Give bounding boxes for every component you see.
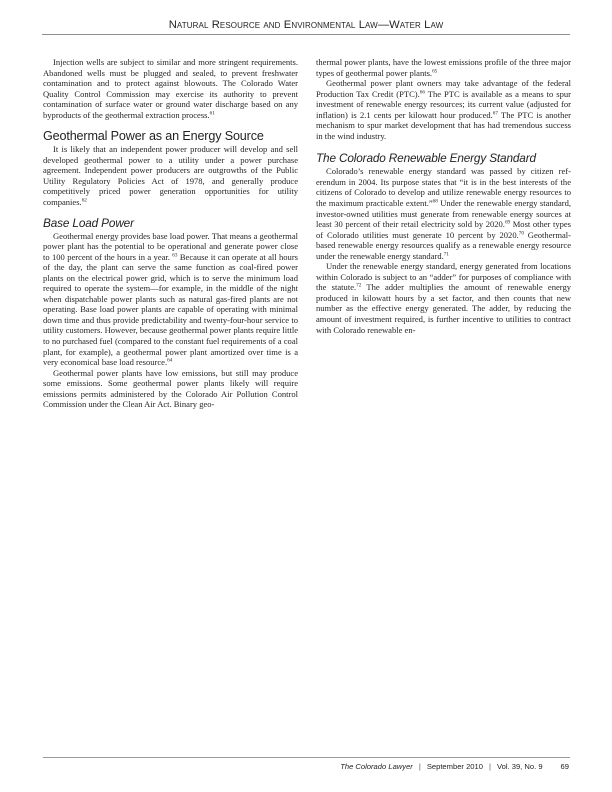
paragraph-text: Under the renewable energy standard, energy generated from locations within Colorado is subject to an “adder” for purposes of compliance with the statute. [316, 261, 571, 293]
paragraph-text: Geothermal power plant owners may take advantage of the federal Production Tax Credit (PTC). [316, 78, 571, 99]
running-head [42, 19, 570, 32]
paragraph-text: Geothermal-based renewable energy resources qualify as a renewable energy resource under the renewable energy standard. [316, 229, 572, 261]
section-heading-geothermal-power: Geothermal Power as an Energy Source [43, 129, 264, 144]
footnote-ref[interactable]: 64 [167, 357, 173, 364]
paragraph-emissions [43, 368, 298, 410]
running-head-dash: — [377, 19, 390, 31]
page-number: 69 [560, 762, 569, 771]
footnote-ref[interactable]: 68 [432, 198, 438, 205]
issue-date: September 2010 [426, 762, 483, 771]
paragraph-text: Under the renewable energy standard, investor-owned utilities must generate from renewable energy sources at least 30 percent of their retail electricity sold by 2020. [316, 198, 571, 230]
left-column [43, 57, 298, 410]
paragraph-binary-plants [316, 57, 571, 78]
footnote-ref[interactable]: 63 [172, 252, 178, 259]
paragraph-text: The PTC is available as a means to spur investment of renewable energy resources; its current value (adjusted for inflation) is 2.1 cents per kilowatt hour produced. [316, 88, 572, 120]
publication-name: The Colorado Lawyer [340, 762, 413, 771]
footnote-ref[interactable]: 67 [492, 110, 498, 117]
paragraph-text: Colorado’s renewable energy standard was passed by citizen referendum in 2004. Its purpose states that “it is in the best interests of the citizens of Colorado to develop and utilize renewable energy resources to the maximum practicable extent.” [316, 166, 571, 209]
subsection-heading-base-load: Base Load Power [43, 215, 134, 230]
footnote-ref[interactable]: 62 [81, 197, 87, 204]
header-rule [42, 34, 570, 35]
volume-number: Vol. 39, No. 9 [496, 762, 543, 771]
paragraph-text: Most other types of Colorado utilities must generate 10 percent by 2020. [316, 219, 572, 240]
footnote-ref[interactable]: 65 [432, 68, 438, 75]
footnote-ref[interactable]: 61 [209, 110, 215, 117]
footnote-ref[interactable]: 71 [443, 251, 449, 258]
subsection-heading-renewable-standard: The Colorado Renewable Energy Standard [316, 151, 536, 166]
paragraph-base-load [43, 231, 298, 368]
paragraph-text: Injection wells are subject to similar and more stringent requirements. Abandoned wells must be plugged and sealed, to prevent freshwater contamination and to protect against blowouts. The Colorado Water Quality Control Commission may exercise its authority to prevent contamination of surface water or ground water discharge based on any byproducts of the geothermal extraction process. [43, 57, 298, 120]
paragraph-text: The PTC is another mechanism to spur market development that has had tremendous success in the wind industry. [316, 109, 571, 141]
paragraph-text: The adder multiplies the amount of renewable energy produced in kilowatt hours by a set factor, and then counts that new number as the effective energy generated. The adder, by reducing the amount of investment required, is further incentive to utilities to contract with Colorado renewable en- [316, 282, 571, 335]
paragraph-text: It is likely that an independent power producer will develop and sell developed geothermal power to a utility under a power purchase agreement. Independent power producers are outgrowths of the Public Utility Regulatory Policies Act of 1978, and generally produce competitively priced power generation opportunities for utility companies. [43, 144, 298, 208]
paragraph-adder [316, 261, 571, 335]
paragraph-injection-wells [43, 57, 298, 120]
paragraph-text: Because it can operate at all hours of the day, the plant can serve the same function as coal-fired power plants on the electrical power grid, which is to serve the minimum load required to operate the system—for example, in the middle of the night when dispatchable power plants such as natural gas-fired plants are not operating. Base load power plants are capable of operating with minimal down time and thus provide predictability and twenty-four-hour service to utility customers. However, because geothermal power plants require little to no purchased fuel (compared to the constant fuel requirements of a coal plant, for example), a geothermal power plant amortized over time is a very economical base load resource. [43, 251, 298, 368]
paragraph-text: thermal power plants, have the lowest emissions profile of the three major types of geothermal power plants. [316, 57, 571, 78]
footer-separator: | [418, 762, 421, 771]
footnote-ref[interactable]: 66 [419, 89, 425, 96]
footnote-ref[interactable]: 72 [356, 283, 362, 289]
right-column [316, 57, 571, 335]
paragraph-independent-producer [43, 144, 298, 207]
footer-separator: | [488, 762, 491, 771]
footer-rule [43, 757, 570, 758]
running-head-section: Natural Resource and Environmental Law [168, 19, 378, 31]
paragraph-renewable-standard [316, 166, 571, 261]
footnote-ref[interactable]: 70 [518, 230, 524, 237]
paragraph-text: Geothermal power plants have low emissions, but still may produce some emissions. Some geothermal power plants likely will require emissions permits administered by the Colorado Air Pollution Control Commission under the Clean Air Act. Binary geo- [43, 367, 298, 410]
paragraph-text: Geothermal energy provides base load power. That means a geothermal power plant has the potential to be operational and generate power close to 100 percent of the hours in a year. [43, 230, 298, 262]
running-head-subsection: Water Law [389, 19, 444, 31]
page-footer [300, 762, 570, 772]
paragraph-ptc [316, 78, 571, 141]
footnote-ref[interactable]: 69 [504, 219, 511, 226]
